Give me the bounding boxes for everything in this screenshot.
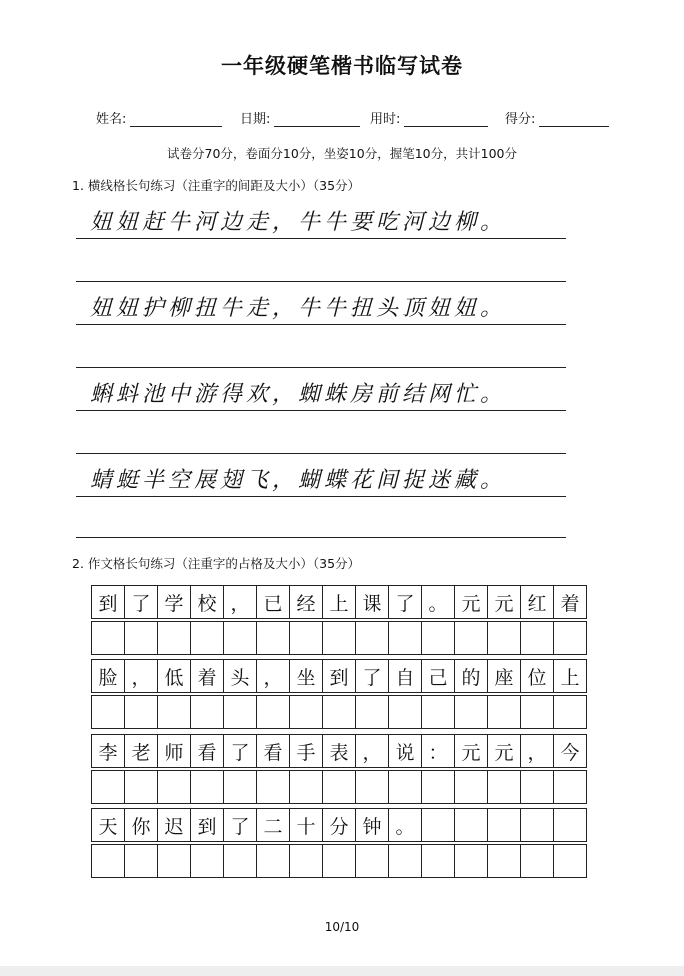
- time-blank[interactable]: [404, 108, 488, 127]
- ruled-line-2[interactable]: [76, 284, 566, 325]
- section2-heading: 2. 作文格长句练习（注重字的占格及大小）（35分）: [72, 556, 361, 571]
- writing-cell[interactable]: [455, 770, 488, 804]
- writing-cell[interactable]: [455, 844, 488, 878]
- grid-cell: 。: [422, 585, 455, 619]
- score-field[interactable]: [505, 108, 609, 127]
- writing-cell[interactable]: [356, 770, 389, 804]
- grid-cell: 元: [455, 585, 488, 619]
- writing-cell[interactable]: [389, 695, 422, 729]
- grid-cell: 座: [488, 659, 521, 693]
- grid-cell: 课: [356, 585, 389, 619]
- ruled-line-3[interactable]: [76, 370, 566, 411]
- writing-cell[interactable]: [92, 621, 125, 655]
- writing-cell[interactable]: [554, 621, 587, 655]
- grid-cell: 表: [323, 734, 356, 768]
- writing-cell[interactable]: [488, 695, 521, 729]
- score-label: 得分:: [505, 112, 536, 127]
- writing-cell[interactable]: [257, 770, 290, 804]
- writing-cell[interactable]: [224, 621, 257, 655]
- grid-row-text: [91, 659, 587, 693]
- writing-cell[interactable]: [389, 770, 422, 804]
- grid-cell: 着: [191, 659, 224, 693]
- grid-cell: 上: [554, 659, 587, 693]
- grid-cell: 今: [554, 734, 587, 768]
- writing-cell[interactable]: [257, 621, 290, 655]
- grid-cell: 元: [488, 734, 521, 768]
- blank-writing-line-1[interactable]: [76, 280, 566, 282]
- grid-cell: 十: [290, 808, 323, 842]
- writing-cell[interactable]: [290, 770, 323, 804]
- grid-cell: 看: [191, 734, 224, 768]
- grid-cell: 己: [422, 659, 455, 693]
- section1-heading: 1. 横线格长句练习（注重字的间距及大小）（35分）: [72, 178, 361, 193]
- writing-cell[interactable]: [290, 844, 323, 878]
- writing-cell[interactable]: [521, 695, 554, 729]
- grid-row-blank[interactable]: [91, 844, 587, 878]
- writing-cell[interactable]: [521, 621, 554, 655]
- writing-cell[interactable]: [158, 844, 191, 878]
- name-label: 姓名:: [96, 112, 127, 127]
- writing-cell[interactable]: [323, 621, 356, 655]
- grid-row-text: [91, 808, 587, 842]
- grid-cell: [422, 808, 455, 842]
- ruled-line-4[interactable]: [76, 456, 566, 497]
- grid-cell: 了: [125, 585, 158, 619]
- date-field[interactable]: [240, 108, 360, 127]
- practice-sentence: 妞妞护柳扭牛走，牛牛扭头顶妞妞。: [90, 296, 507, 321]
- grid-cell: 看: [257, 734, 290, 768]
- writing-cell[interactable]: [158, 621, 191, 655]
- grid-cell: 二: [257, 808, 290, 842]
- writing-cell[interactable]: [191, 621, 224, 655]
- practice-sentence: 蝌蚪池中游得欢，蜘蛛房前结网忙。: [90, 382, 507, 407]
- grid-cell: 上: [323, 585, 356, 619]
- page-title: 一年级硬笔楷书临写试卷: [221, 54, 463, 78]
- writing-cell[interactable]: [125, 695, 158, 729]
- grid-cell: 头: [224, 659, 257, 693]
- grid-cell: 坐: [290, 659, 323, 693]
- writing-cell[interactable]: [389, 621, 422, 655]
- writing-cell[interactable]: [554, 844, 587, 878]
- grid-cell: 师: [158, 734, 191, 768]
- writing-cell[interactable]: [422, 770, 455, 804]
- writing-cell[interactable]: [323, 695, 356, 729]
- grid-cell: 位: [521, 659, 554, 693]
- writing-cell[interactable]: [92, 844, 125, 878]
- grid-cell: 学: [158, 585, 191, 619]
- grid-cell: ，: [521, 734, 554, 768]
- grid-cell: 低: [158, 659, 191, 693]
- blank-writing-line-3[interactable]: [76, 452, 566, 454]
- name-blank[interactable]: [130, 108, 222, 127]
- ruled-line-1[interactable]: [76, 198, 566, 239]
- writing-cell[interactable]: [224, 770, 257, 804]
- writing-cell[interactable]: [125, 621, 158, 655]
- practice-sentence: 蜻蜓半空展翅飞，蝴蝶花间捉迷藏。: [90, 468, 507, 493]
- grid-cell: 校: [191, 585, 224, 619]
- writing-cell[interactable]: [455, 695, 488, 729]
- grid-cell: ，: [224, 585, 257, 619]
- writing-cell[interactable]: [257, 695, 290, 729]
- date-blank[interactable]: [274, 108, 360, 127]
- writing-cell[interactable]: [191, 844, 224, 878]
- grid-cell: 元: [455, 734, 488, 768]
- grid-cell: 了: [356, 659, 389, 693]
- writing-cell[interactable]: [488, 770, 521, 804]
- grid-cell: 到: [323, 659, 356, 693]
- writing-cell[interactable]: [257, 844, 290, 878]
- writing-cell[interactable]: [191, 695, 224, 729]
- practice-sentence: 妞妞赶牛河边走，牛牛要吃河边柳。: [90, 210, 507, 235]
- time-label: 用时:: [370, 112, 401, 127]
- blank-writing-line-4[interactable]: [76, 536, 566, 538]
- grid-cell: ，: [257, 659, 290, 693]
- writing-cell[interactable]: [554, 695, 587, 729]
- grid-row-blank[interactable]: [91, 695, 587, 729]
- date-label: 日期:: [240, 112, 271, 127]
- writing-cell[interactable]: [422, 844, 455, 878]
- grid-cell: 钟: [356, 808, 389, 842]
- grid-cell: 的: [455, 659, 488, 693]
- grid-cell: 已: [257, 585, 290, 619]
- grid-cell: 老: [125, 734, 158, 768]
- name-field[interactable]: [96, 108, 222, 127]
- grid-row-text: [91, 585, 587, 619]
- blank-writing-line-2[interactable]: [76, 366, 566, 368]
- grid-cell: 元: [488, 585, 521, 619]
- writing-cell[interactable]: [158, 770, 191, 804]
- writing-cell[interactable]: [158, 695, 191, 729]
- grid-cell: 了: [224, 808, 257, 842]
- grid-cell: 。: [389, 808, 422, 842]
- writing-cell[interactable]: [290, 621, 323, 655]
- writing-cell[interactable]: [92, 695, 125, 729]
- grid-row-blank[interactable]: [91, 621, 587, 655]
- grid-cell: [455, 808, 488, 842]
- writing-cell[interactable]: [554, 770, 587, 804]
- writing-cell[interactable]: [224, 695, 257, 729]
- grid-cell: 自: [389, 659, 422, 693]
- writing-cell[interactable]: [191, 770, 224, 804]
- writing-cell[interactable]: [521, 770, 554, 804]
- writing-cell[interactable]: [356, 695, 389, 729]
- writing-cell[interactable]: [488, 621, 521, 655]
- grid-row-blank[interactable]: [91, 770, 587, 804]
- grid-cell: 到: [92, 585, 125, 619]
- student-info-row: [0, 108, 684, 132]
- writing-cell[interactable]: [356, 621, 389, 655]
- time-field[interactable]: [370, 108, 488, 127]
- grid-cell: 你: [125, 808, 158, 842]
- writing-cell[interactable]: [521, 844, 554, 878]
- writing-cell[interactable]: [323, 770, 356, 804]
- grid-cell: [554, 808, 587, 842]
- grid-cell: ：: [422, 734, 455, 768]
- writing-cell[interactable]: [92, 770, 125, 804]
- writing-cell[interactable]: [125, 844, 158, 878]
- grid-cell: 手: [290, 734, 323, 768]
- grid-cell: 了: [389, 585, 422, 619]
- grid-cell: 迟: [158, 808, 191, 842]
- grid-cell: 了: [224, 734, 257, 768]
- score-blank[interactable]: [539, 108, 609, 127]
- writing-cell[interactable]: [455, 621, 488, 655]
- writing-cell[interactable]: [356, 844, 389, 878]
- page-number: 10/10: [324, 920, 360, 934]
- writing-cell[interactable]: [224, 844, 257, 878]
- writing-cell[interactable]: [422, 695, 455, 729]
- grid-cell: 红: [521, 585, 554, 619]
- grid-cell: 天: [92, 808, 125, 842]
- grid-cell: 分: [323, 808, 356, 842]
- grid-cell: 脸: [92, 659, 125, 693]
- writing-cell[interactable]: [323, 844, 356, 878]
- writing-cell[interactable]: [290, 695, 323, 729]
- grid-cell: 经: [290, 585, 323, 619]
- grid-cell: 到: [191, 808, 224, 842]
- writing-cell[interactable]: [422, 621, 455, 655]
- grid-cell: 说: [389, 734, 422, 768]
- writing-cell[interactable]: [488, 844, 521, 878]
- writing-cell[interactable]: [125, 770, 158, 804]
- grid-cell: 李: [92, 734, 125, 768]
- grid-cell: ，: [125, 659, 158, 693]
- grid-cell: ，: [356, 734, 389, 768]
- writing-cell[interactable]: [389, 844, 422, 878]
- grid-cell: 着: [554, 585, 587, 619]
- bottom-bar: [0, 966, 684, 976]
- scoring-note: 试卷分70分，卷面分10分，坐姿10分，握笔10分，共计100分: [167, 146, 517, 161]
- grid-cell: [488, 808, 521, 842]
- grid-row-text: [91, 734, 587, 768]
- grid-cell: [521, 808, 554, 842]
